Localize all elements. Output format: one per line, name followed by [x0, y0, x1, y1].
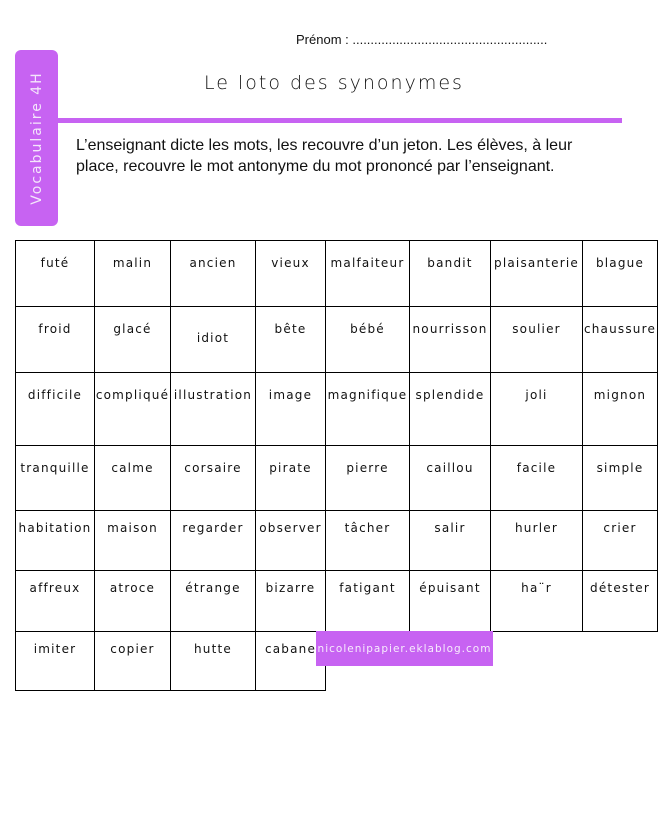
word: bébé — [350, 322, 385, 336]
grid-cell — [410, 511, 491, 571]
loto-grid — [15, 240, 658, 691]
word: pierre — [346, 461, 389, 475]
title-divider — [56, 118, 622, 123]
grid-cell — [256, 632, 326, 691]
word: tranquille — [20, 461, 90, 475]
word: maison — [107, 521, 158, 535]
word: joli — [525, 388, 548, 402]
grid-cell — [583, 373, 658, 446]
grid-cell — [16, 307, 95, 373]
grid-cell — [171, 241, 256, 307]
grid-cell — [326, 373, 410, 446]
grid-cell — [326, 307, 410, 373]
word: hutte — [193, 642, 232, 656]
grid-cell — [171, 373, 256, 446]
grid-cell — [95, 373, 171, 446]
grid-cell — [95, 571, 171, 632]
word: cabane — [264, 642, 317, 656]
grid-cell — [491, 446, 583, 511]
grid-cell — [491, 307, 583, 373]
grid-cell — [95, 241, 171, 307]
word: compliqué — [95, 388, 170, 402]
word: chaussure — [583, 322, 657, 336]
word: détester — [590, 581, 650, 595]
word: hurler — [515, 521, 558, 535]
word: illustration — [173, 388, 253, 402]
grid-cell — [171, 632, 256, 691]
word: corsaire — [184, 461, 242, 475]
grid-cell — [256, 446, 326, 511]
word: observer — [259, 521, 322, 535]
grid-cell — [16, 241, 95, 307]
grid-cell — [256, 373, 326, 446]
grid-cell — [583, 307, 658, 373]
word: tâcher — [344, 521, 391, 535]
grid-cell — [95, 511, 171, 571]
word: plaisanterie — [494, 256, 579, 270]
word: copier — [110, 642, 155, 656]
word: épuisant — [419, 581, 481, 595]
word: mignon — [593, 388, 647, 402]
word: imiter — [33, 642, 77, 656]
word: blague — [595, 256, 645, 270]
grid-cell — [256, 571, 326, 632]
word: nourrisson — [412, 322, 488, 336]
word: salir — [434, 521, 466, 535]
word: bête — [274, 322, 307, 336]
word: vieux — [271, 256, 310, 270]
instructions-text: L’enseignant dicte les mots, les recouvre d’un jeton. Les élèves, à leur place, recouvre le mot antonyme du mot prononcé par l’enseignant. — [76, 137, 573, 175]
grid-row — [16, 446, 658, 511]
grid-cell — [491, 571, 583, 632]
grid-cell — [326, 241, 410, 307]
grid-cell — [326, 446, 410, 511]
grid-cell — [326, 571, 410, 632]
word: regarder — [182, 521, 244, 535]
grid-cell — [256, 307, 326, 373]
word: image — [268, 388, 313, 402]
grid-cell — [410, 446, 491, 511]
word: difficile — [27, 388, 83, 402]
grid-cell — [16, 446, 95, 511]
grid-cell — [171, 571, 256, 632]
word: crier — [603, 521, 637, 535]
word: splendide — [415, 388, 485, 402]
watermark-badge: nicolenipapier.eklablog.com — [316, 631, 493, 666]
word: idiot — [196, 331, 230, 345]
grid-cell-empty — [491, 632, 583, 691]
grid-cell — [583, 571, 658, 632]
grid-cell — [16, 571, 95, 632]
word: bandit — [427, 256, 473, 270]
word: facile — [516, 461, 557, 475]
grid-cell — [171, 511, 256, 571]
word: bizarre — [265, 581, 316, 595]
word: futé — [40, 256, 70, 270]
word: caillou — [426, 461, 474, 475]
word: fatigant — [339, 581, 396, 595]
prenom-field-label: Prénom : ...................................................... — [296, 32, 548, 47]
grid-cell — [410, 307, 491, 373]
grid-cell — [326, 511, 410, 571]
grid-cell — [95, 632, 171, 691]
word: ancien — [189, 256, 237, 270]
word: atroce — [109, 581, 156, 595]
grid-cell — [410, 241, 491, 307]
grid-cell — [256, 511, 326, 571]
grid-cell — [491, 511, 583, 571]
grid-cell — [95, 446, 171, 511]
word: simple — [596, 461, 644, 475]
grid-cell — [171, 446, 256, 511]
word: malin — [112, 256, 153, 270]
word: calme — [111, 461, 154, 475]
word: ha¨r — [521, 581, 552, 595]
word: malfaiteur — [330, 256, 405, 270]
grid-cell — [583, 241, 658, 307]
word: habitation — [18, 521, 92, 535]
grid-cell — [583, 511, 658, 571]
grid-cell — [410, 571, 491, 632]
word: glacé — [113, 322, 152, 336]
grid-cell — [16, 511, 95, 571]
grid-cell — [410, 373, 491, 446]
word: soulier — [512, 322, 561, 336]
grid-row — [16, 307, 658, 373]
word: pirate — [269, 461, 312, 475]
grid-cell — [16, 373, 95, 446]
grid-cell — [491, 241, 583, 307]
grid-row — [16, 511, 658, 571]
side-tab-label: Vocabulaire 4H — [28, 71, 45, 205]
word: affreux — [29, 581, 81, 595]
grid-cell — [583, 446, 658, 511]
grid-row — [16, 571, 658, 632]
word: magnifique — [327, 388, 408, 402]
grid-cell-empty — [583, 632, 658, 691]
page-title: Le loto des synonymes — [204, 72, 464, 94]
word: froid — [38, 322, 72, 336]
grid-cell — [491, 373, 583, 446]
grid-cell — [16, 632, 95, 691]
word: étrange — [185, 581, 241, 595]
grid-cell — [256, 241, 326, 307]
grid-cell — [95, 307, 171, 373]
grid-cell — [171, 307, 256, 373]
grid-row — [16, 241, 658, 307]
grid-row — [16, 373, 658, 446]
